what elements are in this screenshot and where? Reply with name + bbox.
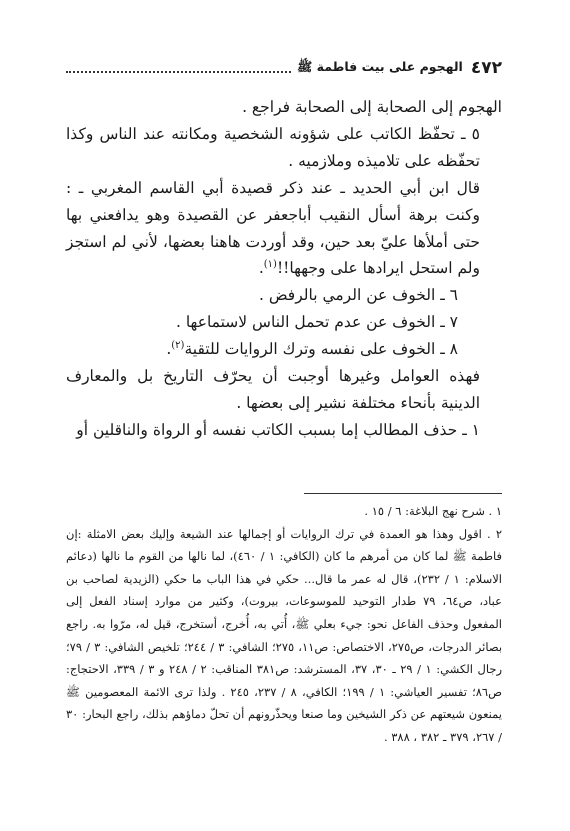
paragraph: ٥ ـ تحفّظ الكاتب على شؤونه الشخصية ومكانته عند الناس وكذا تحفّظه على تلاميذه وملازميه . [66,124,480,170]
list-item: ٧ ـ الخوف عن عدم تحمل الناس لاستماعها . [175,313,458,332]
footnote: ١ . شرح نهج البلاغة: ٦ / ١٥ . [364,504,502,518]
footnotes [66,500,502,749]
punctuation: . [258,259,264,278]
header-dotted-leader [66,71,291,73]
page-number: ٤٧٢ [470,58,502,78]
paragraph: فهذه العوامل وغيرها أوجبت أن يحرّف التاريخ بل والمعارف الدينية بأنحاء مختلفة نشير إلى بعضها . [66,367,480,412]
footnote-ref: (١) [263,259,277,271]
running-header [66,54,502,78]
list-item [66,336,502,363]
paragraph: ١ ـ حذف المطالب إما بسبب الكاتب نفسه أو الرواة والناقلين أو [76,420,480,439]
paragraph [66,175,502,283]
list-item: ٦ ـ الخوف عن الرمي بالرفض . [258,286,458,305]
footnote: ٢ . اقول وهذا هو العمدة في ترك الروايات أو إجمالها عند الشيعة وإليك بعض الامثلة :إن فاطمة ﷺ لما كان من أمرهم ما كان (الكافي: ١ / ٤٦٠)، لما نالها من القوم ما نالها (دعائم الاسلام: ١ / ٢٣٢)، قال له عمر ما قال... حكي في هذا الباب ما حكي (الزيدية لصاحب بن عباد، ص٦٤، ٧٩ طدار التوحيد للموسوعات، بيروت)، وكثير من موارد إسناد الفعل إلى المفعول وحذف الفاعل نحو: جيء بعلي ﷺ، أُتي به، أُخرج، أستخرج، قيل له، مرّوا به. راجع بصائر الدرجات، ص٢٧٥، الاختصاص: ص١١، ٢٧٥؛ الشافي: ٣ / ٢٤٤؛ تلخيص الشافي: ٣ / ٧٩؛ رجال الكشي: ١ / ٢٩ ـ ٣٠، ٣٧، المسترشد: ص٣٨١ المناقب: ٢ / ٢٤٨ و ٣ / ٣٣٩، الاحتجاج: ص٨٦؛ تفسير العياشي: ١ / ١٩٩؛ الكافي، ٨ / ٢٣٧، ٢٤٥ . ولذا ترى الائمة المعصومين ﷺ يمنعون شيعتهم عن ذكر الشيخين وما صنعا ويحذّرونهم أن تحلّ دماؤهم بذلك، راجع البحار: ٣٠ / ٢٦٧، ٣٧٩ ـ ٣٨٢ ، ٣٨٨ . [66,526,503,744]
footnote-ref: (٢) [171,340,185,351]
paragraph: الهجوم إلى الصحابة إلى الصحابة فراجع . [242,98,502,116]
quote-text: قال ابن أبي الحديد ـ عند ذكر قصيدة أبي القاسم المغربي ـ : وكنت برهة أسأل النقيب أباجعفر عن القصيدة وهو يدافعني بها حتى أملأها عليّ بعد حين، وقد أوردت هاهنا بعضها، لأني لم استجز ولم استحل ايرادها على وجهها!! [66,178,480,278]
main-text [66,94,502,444]
punctuation: . [166,340,172,359]
running-title: الهجوم على بيت فاطمة ﷺ [297,59,463,74]
list-item-text: ٨ ـ الخوف على نفسه وترك الروايات للتقية [184,340,458,359]
footnote-separator [304,493,502,494]
